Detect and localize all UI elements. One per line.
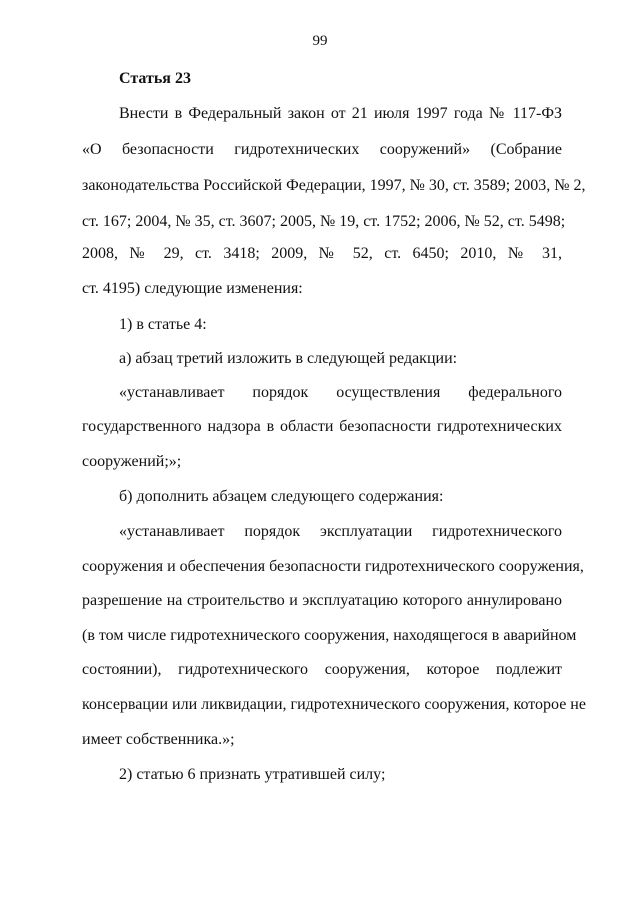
text-line-5: 2008, № 29, ст. 3418; 2009, № 52, ст. 6450; 2010, № 31,	[82, 245, 562, 262]
text-line-19: имеет собственника.»;	[82, 731, 235, 748]
text-line-13: «устанавливает порядок эксплуатации гидротехнического	[119, 523, 562, 540]
text-line-8: а) абзац третий изложить в следующей редакции:	[119, 350, 458, 367]
text-line-17: состоянии), гидротехнического сооружения, которое подлежит	[82, 661, 562, 678]
text-line-1: Внести в Федеральный закон от 21 июля 1997 года № 117-ФЗ	[119, 105, 562, 122]
text-line-18: консервации или ликвидации, гидротехнического сооружения, которое не	[82, 696, 586, 713]
text-line-11: сооружений;»;	[82, 453, 182, 470]
page-number: 99	[312, 33, 328, 49]
text-line-16: (в том числе гидротехнического сооружения, находящегося в аварийном	[82, 627, 577, 644]
article-heading: Статья 23	[119, 70, 191, 87]
text-line-20: 2) статью 6 признать утратившей силу;	[119, 766, 386, 783]
text-line-2: «О безопасности гидротехнических сооружений» (Собрание	[82, 141, 562, 158]
text-line-4: ст. 167; 2004, № 35, ст. 3607; 2005, № 19, ст. 1752; 2006, № 52, ст. 5498;	[82, 213, 566, 230]
text-line-12: б) дополнить абзацем следующего содержания:	[119, 488, 444, 505]
text-line-15: разрешение на строительство и эксплуатацию которого аннулировано	[82, 592, 562, 609]
text-line-7: 1) в статье 4:	[119, 316, 207, 333]
text-line-9: «устанавливает порядок осуществления федерального	[119, 384, 562, 401]
text-line-3: законодательства Российской Федерации, 1997, № 30, ст. 3589; 2003, № 2,	[82, 177, 586, 194]
text-line-14: сооружения и обеспечения безопасности гидротехнического сооружения,	[82, 558, 584, 575]
text-line-10: государственного надзора в области безопасности гидротехнических	[82, 418, 562, 435]
text-line-6: ст. 4195) следующие изменения:	[82, 280, 303, 297]
